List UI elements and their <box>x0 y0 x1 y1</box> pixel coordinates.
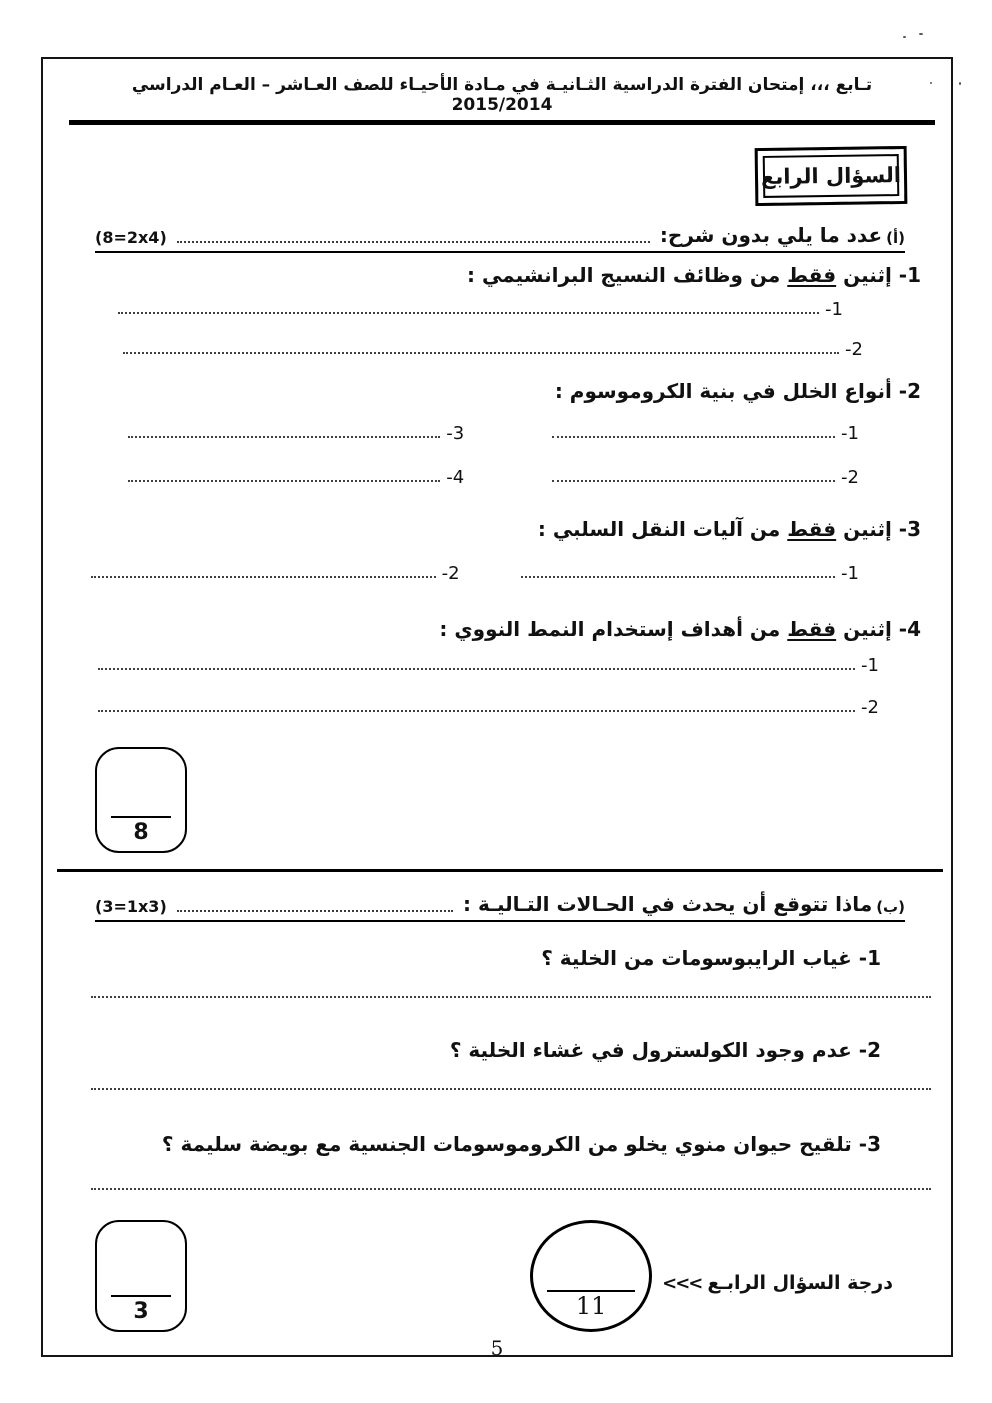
part-a-points: (8=2x4) <box>95 228 167 247</box>
header-rule <box>69 120 935 125</box>
answer-line <box>552 425 859 443</box>
question-title: السؤال الرابع <box>760 163 902 189</box>
answer-number: -2 <box>841 467 859 488</box>
total-score-label: درجة السؤال الرابـع <box>707 1272 893 1294</box>
item-a3-underlined: فقط <box>787 517 837 541</box>
dotted-filler <box>177 910 453 912</box>
page-header: تـابع ،،، إمتحان الفترة الدراسية الثـانيـة في مـادة الأحيـاء للصف العـاشر – العـام الدراسي 2015/2014 <box>131 75 873 115</box>
item-a2-text: 2- أنواع الخلل في بنية الكروموسوم : <box>554 379 921 403</box>
answer-number: -1 <box>841 563 859 584</box>
item-b3-heading <box>43 1132 881 1156</box>
answer-number: -2 <box>861 697 879 718</box>
answer-number: -1 <box>861 655 879 676</box>
part-a-score: 8 <box>133 819 149 845</box>
item-a4-underlined: فقط <box>787 617 837 641</box>
item-b1-text: 1- غياب الرايبوسومات من الخلية ؟ <box>541 946 881 970</box>
item-b3-text: 3- تلقيح حيوان منوي يخلو من الكروموسومات الجنسية مع بويضة سليمة ؟ <box>161 1132 881 1156</box>
part-b-score-box <box>95 1220 187 1332</box>
answer-number: -3 <box>446 423 465 444</box>
total-score: 11 <box>575 1291 607 1320</box>
item-a1-pre: 1- إثنين <box>836 263 921 287</box>
part-a-title: عدد ما يلي بدون شرح: <box>659 223 883 247</box>
dotted-answer-space <box>521 576 835 578</box>
item-a3-heading <box>43 517 921 541</box>
score-line <box>111 1295 171 1297</box>
answer-line <box>128 469 464 487</box>
scan-speck <box>903 36 906 38</box>
part-b-points: (3=1x3) <box>95 897 167 916</box>
item-a2-heading <box>43 379 921 403</box>
page-frame <box>41 57 953 1360</box>
dotted-answer-space <box>128 480 440 482</box>
arrows-icon: <<< <box>662 1272 702 1294</box>
dotted-filler <box>177 241 650 243</box>
dotted-answer-space <box>552 436 835 438</box>
question-title-box <box>755 146 908 206</box>
section-divider <box>57 869 943 872</box>
part-a-label: (أ) <box>886 229 905 247</box>
item-a4-pre: 4- إثنين <box>836 617 921 641</box>
answer-line <box>521 565 859 583</box>
dotted-answer-space <box>128 436 440 438</box>
item-b1-heading <box>43 946 881 970</box>
part-b-score: 3 <box>133 1298 149 1324</box>
scan-speck <box>959 82 961 85</box>
dotted-answer-space <box>91 576 436 578</box>
scan-speck <box>919 33 923 35</box>
answer-line <box>128 425 464 443</box>
bottom-row <box>95 1220 893 1332</box>
answer-number: -4 <box>446 467 465 488</box>
dotted-answer-space <box>91 1088 931 1090</box>
part-b-label: (ب) <box>876 898 905 916</box>
dotted-answer-space <box>98 668 855 670</box>
answer-number: -2 <box>441 563 460 584</box>
answer-number: -1 <box>841 423 859 444</box>
dotted-answer-space <box>98 710 855 712</box>
item-a4-heading <box>43 617 921 641</box>
answer-number: -2 <box>845 339 863 360</box>
part-b-heading <box>95 892 905 922</box>
answer-row <box>128 469 859 487</box>
part-a-score-box <box>95 747 187 853</box>
item-a1-heading <box>43 263 921 287</box>
item-a4-post: من أهداف إستخدام النمط النووي : <box>439 617 788 641</box>
page-number: 5 <box>490 1336 504 1360</box>
item-a1-underlined: فقط <box>787 263 837 287</box>
total-score-circle <box>530 1220 652 1332</box>
dotted-answer-space <box>123 352 839 354</box>
item-a1-post: من وظائف النسيج البرانشيمي : <box>466 263 788 287</box>
answer-number: -1 <box>825 299 843 320</box>
item-a3-post: من آليات النقل السلبي : <box>537 517 788 541</box>
answer-line <box>123 341 863 359</box>
dotted-answer-space <box>91 1188 931 1190</box>
dotted-answer-space <box>118 312 819 314</box>
item-b2-text: 2- عدم وجود الكولسترول في غشاء الخلية ؟ <box>449 1038 881 1062</box>
answer-line <box>98 699 879 717</box>
score-line <box>111 816 171 818</box>
dotted-answer-space <box>552 480 835 482</box>
answer-row <box>91 565 859 583</box>
answer-line <box>91 565 460 583</box>
dotted-answer-space <box>91 996 931 998</box>
answer-line <box>552 469 859 487</box>
answer-line <box>98 657 879 675</box>
part-b-title: ماذا تتوقع أن يحدث في الحـالات التـاليـة : <box>463 892 873 916</box>
part-a-heading <box>95 223 905 253</box>
answer-line <box>118 301 843 319</box>
item-b2-heading <box>43 1038 881 1062</box>
item-a3-pre: 3- إثنين <box>836 517 921 541</box>
answer-row <box>128 425 859 443</box>
